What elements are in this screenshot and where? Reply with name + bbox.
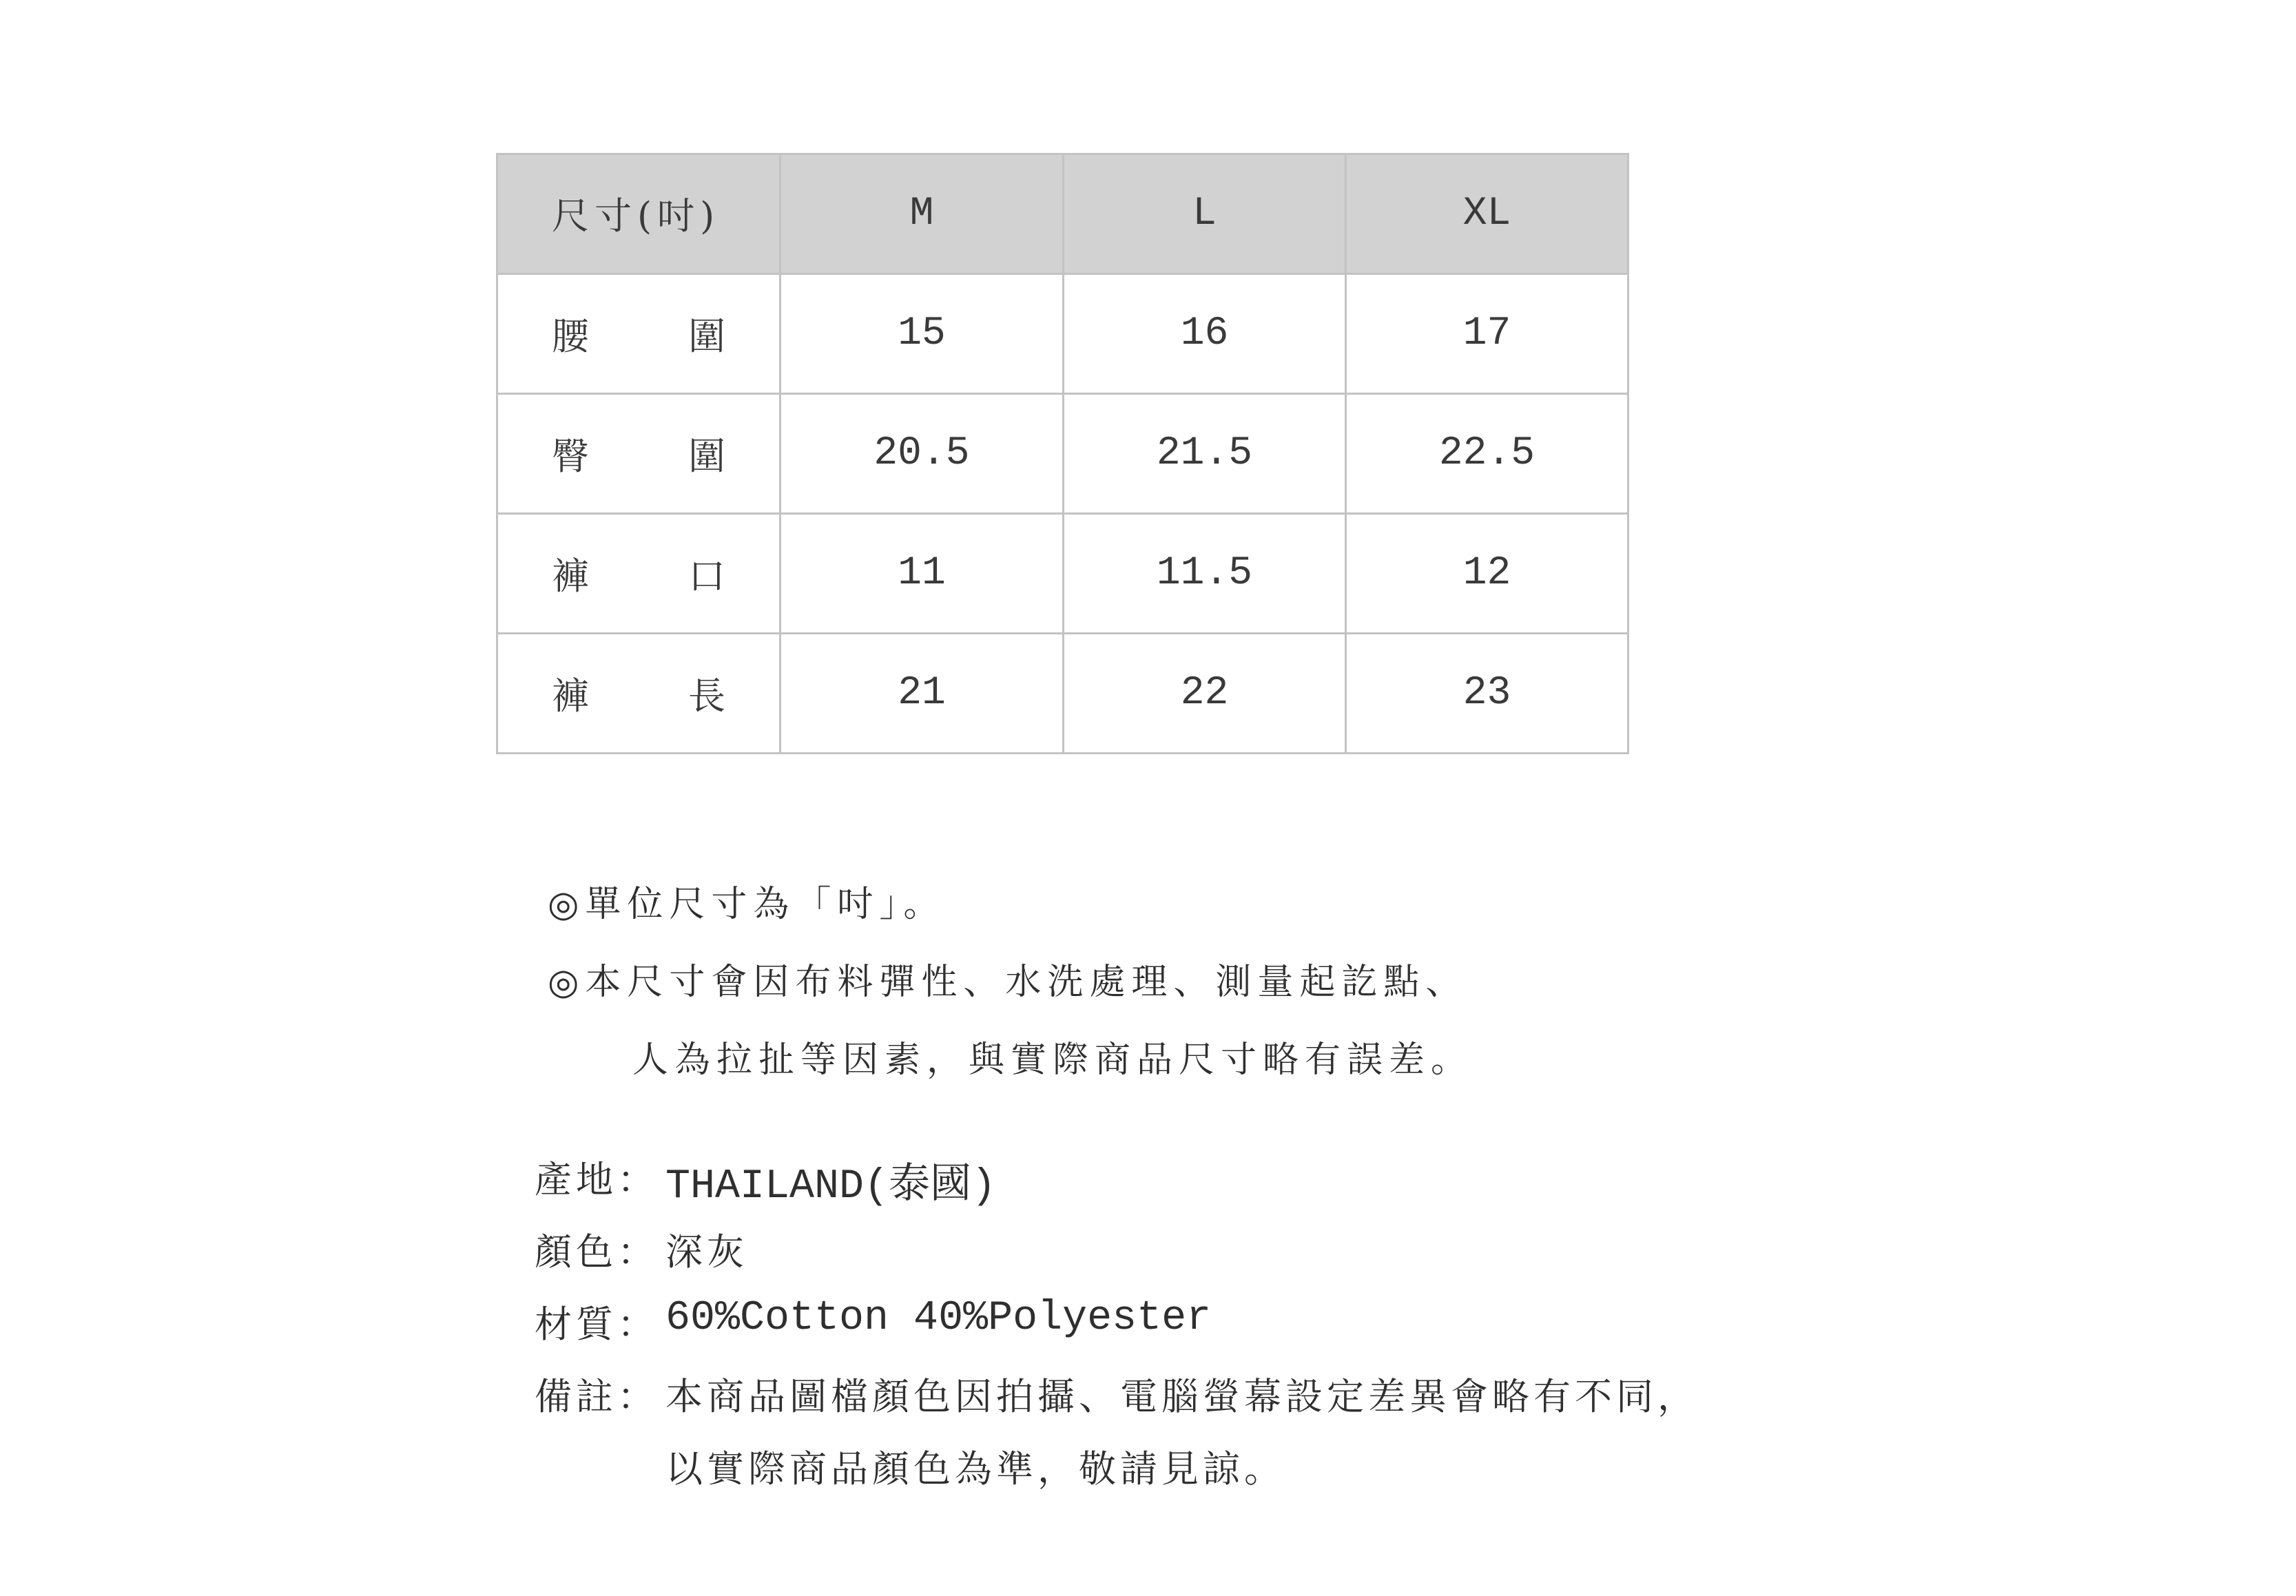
origin-row (535, 1150, 1699, 1223)
remark-line2: 以實際商品顏色為準，敬請見諒。 (665, 1447, 1285, 1491)
row-label-part-b: 口 (688, 555, 727, 598)
row-label-part-a: 褲 (552, 674, 590, 718)
table-cell: 17 (1346, 274, 1628, 394)
table-row-waist (497, 274, 1628, 394)
color-label: 顏色： (535, 1230, 659, 1274)
unit-note: ◎單位尺寸為「吋」。 (548, 884, 946, 925)
color-value: 深灰 (665, 1230, 748, 1274)
header-size-l: L (1064, 154, 1346, 274)
header-label-cell (497, 154, 780, 274)
header-size-m: M (780, 154, 1064, 274)
table-cell: 16 (1064, 274, 1346, 394)
table-cell: 12 (1346, 514, 1628, 634)
row-label-part-a: 臀 (552, 435, 590, 478)
header-size-xl: XL (1346, 154, 1628, 274)
row-label-part-a: 褲 (552, 555, 590, 598)
table-cell: 11 (780, 514, 1064, 634)
measurement-notes (548, 875, 1473, 1108)
table-cell: 23 (1346, 634, 1628, 754)
origin-label: 產地： (535, 1158, 659, 1201)
table-cell: 20.5 (780, 394, 1064, 514)
variance-note-line1: ◎本尺寸會因布料彈性、水洗處理、測量起訖點、 (548, 962, 1468, 1003)
table-cell: 22 (1064, 634, 1346, 754)
table-cell: 15 (780, 274, 1064, 394)
material-row (535, 1295, 1699, 1367)
row-label-part-b: 圍 (688, 435, 727, 478)
color-row (535, 1223, 1699, 1295)
remark-row (535, 1367, 1699, 1440)
table-cell: 11.5 (1064, 514, 1346, 634)
remark-line1: 本商品圖檔顏色因拍攝、電腦螢幕設定差異會略有不同， (665, 1375, 1699, 1418)
table-row-hip (497, 394, 1628, 514)
size-chart-table (496, 153, 1629, 754)
row-label-part-b: 圍 (688, 315, 727, 358)
material-label: 材質： (535, 1303, 659, 1346)
table-cell: 21.5 (1064, 394, 1346, 514)
product-info (535, 1150, 1699, 1512)
remark-continuation-row (535, 1440, 1699, 1512)
table-row-leg-opening (497, 514, 1628, 634)
row-label-length (497, 634, 780, 754)
table-cell: 22.5 (1346, 394, 1628, 514)
variance-note-line2: 人為拉扯等因素，與實際商品尺寸略有誤差。 (632, 1039, 1473, 1081)
row-label-hip (497, 394, 780, 514)
table-cell: 21 (780, 634, 1064, 754)
material-value: 60%Cotton 40%Polyester (665, 1295, 1212, 1342)
remark-label: 備註： (535, 1375, 659, 1418)
row-label-waist (497, 274, 780, 394)
size-unit-label: 尺寸(吋) (552, 194, 721, 238)
row-label-part-b: 長 (688, 674, 727, 718)
row-label-leg-opening (497, 514, 780, 634)
origin-value: THAILAND(泰國) (665, 1163, 997, 1210)
size-chart-header-row (497, 154, 1628, 274)
table-row-length (497, 634, 1628, 754)
row-label-part-a: 腰 (552, 315, 590, 358)
